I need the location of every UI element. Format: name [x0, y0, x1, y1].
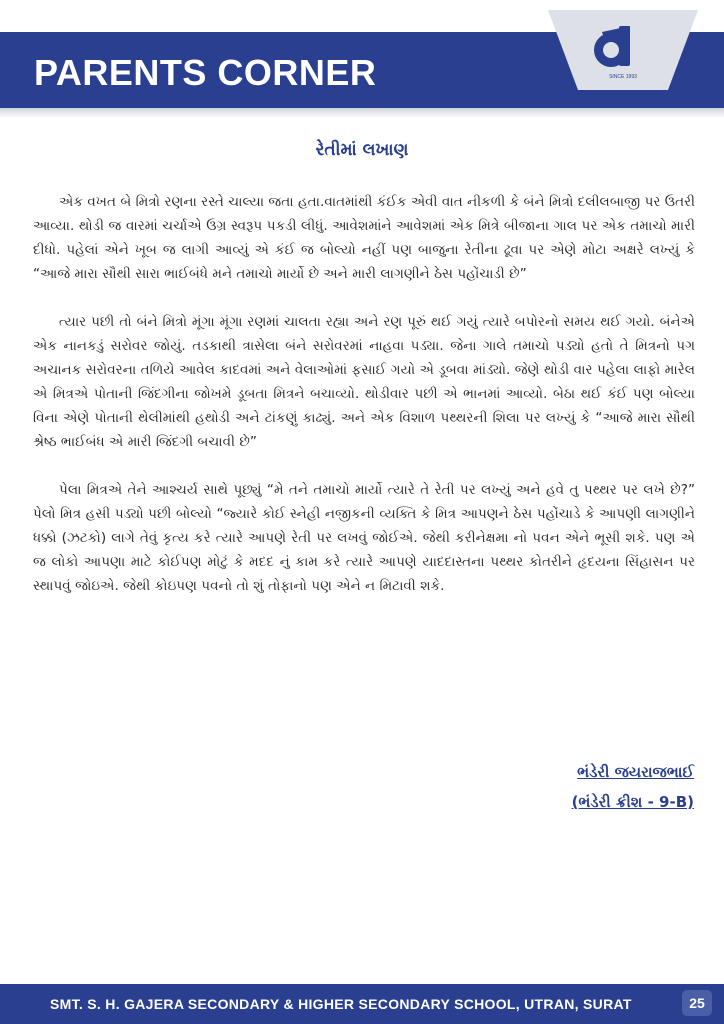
footer-school-name: SMT. S. H. GAJERA SECONDARY & HIGHER SECONDARY SCHOOL, UTRAN, SURAT: [50, 996, 632, 1012]
article-paragraph: એક વખત બે મિત્રો રણના રસ્તે ચાલ્યા જતા હતા.વાતમાંથી કંઈક એવી વાત નીકળી કે બંને મિત્રો દલીલબાજી પર ઉતરી આવ્યા. થોડી જ વારમાં ચર્ચાએ ઉગ્ર સ્વરૂપ પકડી લીધું. આવેશમાંને આવેશમાં એક મિત્રે બીજાના ગાલ પર એક તમાચો મારી દીધો. પહેલાં એને ખૂબ જ લાગી આવ્યું એ કંઈ જ બોલ્યો નહીં પણ બાજુના રેતીના ઢૂવા પર એણે મોટા અક્ષરે લખ્યું કે “આજે મારા સૌથી સારા ભાઈબંધે મને તમાચો માર્યો છે અને મારી લાગણીને ઠેસ પહોંચાડી છે”: [33, 194, 695, 282]
author-relation: (ભંડેરી ક્રીશ - 9-B): [571, 793, 694, 811]
article-paragraph: ત્યાર પછી તો બંને મિત્રો મૂંગા મૂંગા રણમાં ચાલતા રહ્યા અને રણ પૂરું થઈ ગયું ત્યારે બપોરનો સમય થઈ ગયો. બંનેએ એક નાનકડું સરોવર જોયું. તડકાથી ત્રાસેલા બંને સરોવરમાં નાહવા પડ્યા. જેના ગાલે તમાચો પડ્યો હતો તે મિત્રનો પગ અચાનક સરોવરના તળિયે આવેલ કાદવમાં અને વેલાઓમાં ફસાઈ ગયો એ ડૂબવા માંડ્યો. જેણે થોડી વાર પહેલા લાફો મારેલ એ મિત્રએ પોતાની જિંદગીના જોખમે ડૂબતા મિત્રને બચાવ્યો. થોડીવાર પછી એ ભાનમાં આવ્યો. બેઠા થઈ કંઈ પણ બોલ્યા વિના એણે પોતાની થેલીમાંથી હથોડી અને ટાંકણું કાઢ્યું. અને એક વિશાળ પથ્થરની શિલા પર લખ્યું કે “આજે મારા સૌથી શ્રેષ્ઠ ભાઈબંધ એ મારી જિંદગી બચાવી છે”: [33, 314, 695, 450]
author-name: ભંડેરી જયરાજભાઈ: [577, 763, 694, 781]
school-logo-icon: [548, 10, 698, 90]
page-section-title: PARENTS CORNER: [34, 52, 377, 93]
page-number-badge: 25: [682, 990, 712, 1016]
article-body: [33, 190, 695, 622]
author-block: [572, 757, 694, 817]
article-title: રેતીમાં લખાણ: [315, 140, 409, 160]
article-paragraph: પેલા મિત્રએ તેને આશ્ચર્ય સાથે પૂછ્યું “મે તને તમાચો માર્યો ત્યારે તે રેતી પર લખ્યું અને હવે તુ પથ્થર પર લખે છે?” પેલો મિત્ર હસી પડ્યો પછી બોલ્યો “જ્યારે કોઈ સ્નેહી નજીકની વ્યક્તિ કે મિત્ર આપણને ઠેસ પહોંચાડે કે આપણી લાગણીને ધક્કો (ઝટકો) લાગે તેવું કૃત્ય કરે ત્યારે આપણે રેતી પર લખવું જોઈએ. જેથી કરીનેક્ષમા નો પવન એને ભૂસી શકે. પણ એ જ લોકો આપણા માટે કોઈપણ મોટું કે મદદ નું કામ કરે ત્યારે આપણે યાદદાસ્તના પથ્થર કોતરીને હૃદયના સિંહાસન પર સ્થાપવું જોઇએ. જેથી કોઇપણ પવનો તો શું તોફાનો પણ એને ન મિટાવી શકે.: [33, 482, 695, 594]
logo-tab: [548, 10, 698, 90]
header-divider: [0, 108, 724, 118]
logo-caption: SINCE 1993: [609, 74, 637, 80]
